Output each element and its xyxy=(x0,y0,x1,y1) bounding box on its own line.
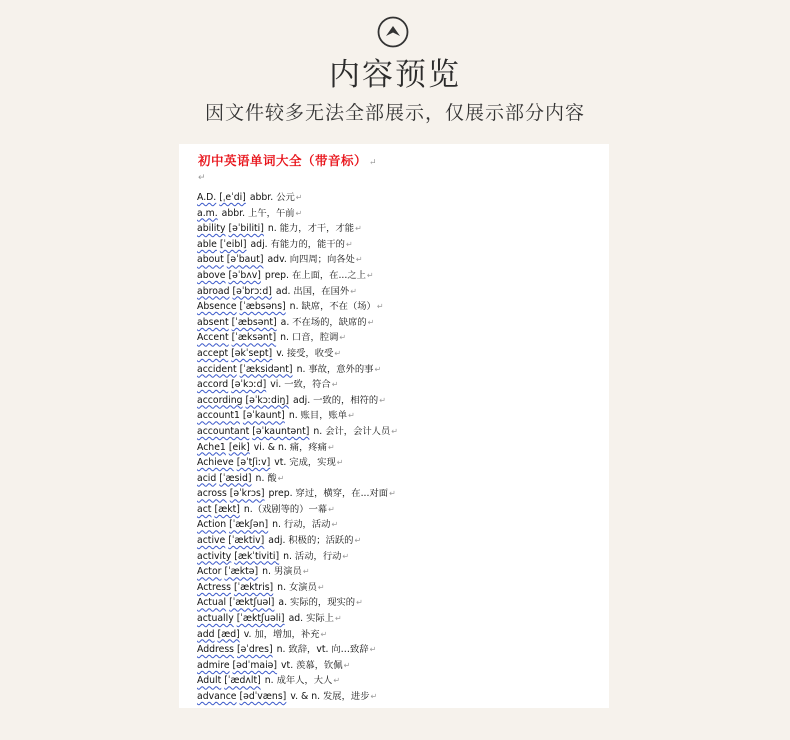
paragraph-mark: ↵ xyxy=(320,629,328,639)
word-entry xyxy=(197,580,602,596)
entry-word: Actual xyxy=(197,597,227,609)
word-entry xyxy=(197,658,602,674)
page-subtitle: 因文件较多无法全部展示，仅展示部分内容 xyxy=(204,102,585,124)
entry-word: Absence xyxy=(197,301,237,313)
entry-word: actually xyxy=(197,613,234,625)
entry-definition: n. 男演员 xyxy=(262,566,302,578)
entry-definition: ad. 出国，在国外 xyxy=(275,285,350,297)
entry-phonetic: [ˈæsid] xyxy=(219,472,252,484)
entry-definition: prep. 在上面，在...之上 xyxy=(264,269,366,281)
word-entry xyxy=(197,393,602,409)
entry-phonetic: [əˈkɔːdiŋ] xyxy=(245,394,290,406)
word-entry xyxy=(197,486,602,502)
entry-phonetic: [əˈkɔːd] xyxy=(231,379,267,391)
document-title: 初中英语单词大全（带音标） ↵ xyxy=(198,153,378,168)
entry-phonetic: [əˈbrɔːd] xyxy=(232,285,272,297)
entry-word: across xyxy=(197,488,227,500)
entry-word: ability xyxy=(197,223,226,235)
paragraph-mark: ↵ xyxy=(369,645,377,655)
entry-definition: ad. 实际上 xyxy=(288,613,334,625)
entry-definition: abbr. 上午，午前 xyxy=(221,207,295,219)
paragraph-mark: ↵ xyxy=(367,317,375,327)
entry-definition: adj. 有能力的，能干的 xyxy=(250,238,345,250)
entry-definition: vt. 完成，实现 xyxy=(274,457,336,469)
entry-definition: vi. 一致，符合 xyxy=(270,379,331,391)
word-entry xyxy=(197,252,602,268)
entry-definition: adj. 积极的；活跃的 xyxy=(268,535,354,547)
paragraph-mark: ↵ xyxy=(277,473,285,483)
entry-word: able xyxy=(197,238,217,250)
entry-definition: n. 活动，行动 xyxy=(283,550,342,562)
entry-phonetic: [ˈæbsəns] xyxy=(239,301,286,313)
word-entry xyxy=(197,206,602,222)
entry-phonetic: [ˈæksidənt] xyxy=(239,363,293,375)
paragraph-mark: ↵ xyxy=(376,302,384,312)
entry-phonetic: [ˈæktʃuəli] xyxy=(236,613,285,625)
paragraph-mark: ↵ xyxy=(331,520,339,530)
entry-definition: n. 能力，才干，才能 xyxy=(267,223,355,235)
word-entry xyxy=(197,502,602,518)
entry-phonetic: [əkˈsept] xyxy=(231,347,273,359)
word-entry xyxy=(197,673,602,689)
paragraph-mark: ↵ xyxy=(331,380,339,390)
entry-phonetic: [əˈbʌv] xyxy=(228,269,261,281)
paragraph-mark: ↵ xyxy=(302,567,310,577)
word-entry xyxy=(197,533,602,549)
entry-phonetic: [əˈkrɔs] xyxy=(229,488,265,500)
entry-definition: n. 成年人，大人 xyxy=(264,675,333,687)
entry-word: act xyxy=(197,503,212,515)
entry-definition: vi. & n. 痛，疼痛 xyxy=(253,441,327,453)
paragraph-mark: ↵ xyxy=(355,255,363,265)
entry-word: accountant xyxy=(197,425,250,437)
entry-word: activity xyxy=(197,550,232,562)
entry-definition: n. 口音，腔调 xyxy=(280,332,339,344)
entry-phonetic: [ˌeˈdi] xyxy=(219,192,246,203)
paragraph-mark: ↵ xyxy=(343,660,351,670)
word-entry xyxy=(197,424,602,440)
paragraph-mark: ↵ xyxy=(355,224,362,234)
entry-definition: v. & n. 发展，进步 xyxy=(290,691,370,702)
entry-phonetic: [ˈæktiv] xyxy=(228,535,265,547)
entry-word: Achieve xyxy=(197,457,234,469)
paragraph-mark: ↵ xyxy=(389,489,396,499)
entry-definition: a. 实际的，现实的 xyxy=(278,597,356,609)
word-entry xyxy=(197,642,602,658)
word-entry xyxy=(197,346,602,362)
word-entry xyxy=(197,330,602,346)
entry-phonetic: [ˈeibl] xyxy=(219,238,247,250)
entry-word: account1 xyxy=(197,410,240,422)
entry-word: advance xyxy=(197,691,237,702)
entry-word: a.m. xyxy=(197,207,218,219)
word-entry xyxy=(197,299,602,315)
word-entry xyxy=(197,190,602,206)
entry-word: Actress xyxy=(197,581,231,593)
entry-phonetic: [ˈæbsənt] xyxy=(231,316,277,328)
entry-word: acid xyxy=(197,472,217,484)
paragraph-mark: ↵ xyxy=(336,458,344,468)
paragraph-mark: ↵ xyxy=(345,239,353,249)
entry-word: A.D. xyxy=(197,192,217,203)
paragraph-mark: ↵ xyxy=(370,692,378,701)
entry-word: active xyxy=(197,535,226,547)
word-entry xyxy=(197,611,602,627)
entry-phonetic: [eik] xyxy=(228,441,250,453)
entry-phonetic: [æd] xyxy=(217,628,240,640)
word-entry xyxy=(197,377,602,393)
entry-word: admire xyxy=(197,659,230,671)
word-entry xyxy=(197,440,602,456)
paragraph-mark: ↵ xyxy=(366,270,374,280)
paragraph-mark: ↵ xyxy=(333,676,341,686)
word-entry xyxy=(197,471,602,487)
word-entry xyxy=(197,221,602,237)
entry-word: Action xyxy=(197,519,227,531)
paragraph-mark: ↵ xyxy=(317,582,325,592)
entry-definition: n. 账目，账单 xyxy=(288,410,348,422)
entry-definition: v. 加，增加，补充 xyxy=(243,628,320,640)
chevron-up-circle-icon[interactable] xyxy=(377,16,409,48)
entry-phonetic: [əˈdres] xyxy=(237,644,273,656)
entry-phonetic: [ˈæktʃuəl] xyxy=(229,597,275,609)
paragraph-mark: ↵ xyxy=(356,598,363,608)
entry-word: Accent xyxy=(197,332,229,344)
entry-word: accident xyxy=(197,363,237,375)
paragraph-mark: ↵ xyxy=(374,364,382,374)
entry-word: accord xyxy=(197,379,229,391)
paragraph-mark: ↵ xyxy=(339,333,347,343)
word-entry xyxy=(197,549,602,565)
entry-word: abroad xyxy=(197,285,230,297)
entry-definition: n. 会计，会计人员 xyxy=(313,425,391,437)
entry-word: about xyxy=(197,254,224,266)
word-list xyxy=(197,190,602,705)
entry-phonetic: [ækt] xyxy=(214,503,240,515)
entry-word: accept xyxy=(197,347,229,359)
word-entry xyxy=(197,627,602,643)
entry-definition: prep. 穿过，横穿，在...对面 xyxy=(268,488,389,500)
entry-word: Adult xyxy=(197,675,222,687)
entry-definition: n. 事故，意外的事 xyxy=(296,363,374,375)
entry-phonetic: [ədˈmaiə] xyxy=(232,659,278,671)
entry-phonetic: [əˈbiliti] xyxy=(228,223,264,235)
entry-phonetic: [ˈæktə] xyxy=(224,566,259,578)
entry-definition: adj. 一致的，相符的 xyxy=(293,394,379,406)
entry-definition: n. 缺席，不在（场） xyxy=(289,301,376,313)
word-entry xyxy=(197,564,602,580)
paragraph-mark: ↵ xyxy=(350,286,357,296)
paragraph-mark: ↵ xyxy=(379,395,386,405)
entry-phonetic: [əˈtʃiːv] xyxy=(236,457,271,469)
entry-phonetic: [ækˈtiviti] xyxy=(234,550,280,562)
word-entry xyxy=(197,284,602,300)
entry-definition: n. 酸 xyxy=(255,472,277,484)
paragraph-mark: ↵ xyxy=(295,193,303,202)
entry-definition: n. 女演员 xyxy=(277,581,317,593)
page-title: 内容预览 xyxy=(329,57,461,93)
word-entry xyxy=(197,408,602,424)
entry-phonetic: [ˈæksənt] xyxy=(231,332,277,344)
entry-definition: n. 行动，活动 xyxy=(272,519,331,531)
entry-word: add xyxy=(197,628,215,640)
paragraph-mark: ↵ xyxy=(348,411,355,421)
entry-phonetic: [ˈæktris] xyxy=(233,581,274,593)
entry-word: above xyxy=(197,269,226,281)
word-entry xyxy=(197,517,602,533)
paragraph-mark: ↵ xyxy=(354,536,362,546)
entry-definition: vt. 羡慕，钦佩 xyxy=(281,659,343,671)
entry-definition: n. 致辞，vt. 向…致辞 xyxy=(276,644,369,656)
entry-phonetic: [ˈædʌlt] xyxy=(224,675,261,687)
entry-definition: adv. 向四周；向各处 xyxy=(267,254,355,266)
entry-word: Actor xyxy=(197,566,222,578)
paragraph-mark: ↵ xyxy=(334,348,342,358)
word-entry xyxy=(197,237,602,253)
paragraph-mark: ↵ xyxy=(342,551,350,561)
paragraph-mark: ↵ xyxy=(328,504,335,514)
entry-word: Ache1 xyxy=(197,441,226,453)
word-entry xyxy=(197,455,602,471)
entry-definition: n.（戏剧等的）一幕 xyxy=(243,503,328,515)
paragraph-mark: ↵ xyxy=(391,426,398,436)
entry-definition: abbr. 公元 xyxy=(249,192,295,203)
word-entry xyxy=(197,268,602,284)
word-entry xyxy=(197,315,602,331)
document-preview xyxy=(179,144,609,708)
entry-phonetic: [ədˈvæns] xyxy=(239,691,287,702)
entry-phonetic: [əˈkauntənt] xyxy=(252,425,310,437)
entry-word: Address xyxy=(197,644,235,656)
word-entry xyxy=(197,689,602,705)
entry-definition: a. 不在场的，缺席的 xyxy=(280,316,367,328)
word-entry xyxy=(197,362,602,378)
paragraph-mark: ↵ xyxy=(334,614,342,624)
entry-word: absent xyxy=(197,316,229,328)
entry-word: according xyxy=(197,394,243,406)
paragraph-mark: ↵ xyxy=(295,208,303,218)
entry-definition: v. 接受，收受 xyxy=(276,347,334,359)
entry-phonetic: [əˈkaunt] xyxy=(242,410,285,422)
paragraph-mark: ↵ xyxy=(327,442,335,452)
word-entry xyxy=(197,595,602,611)
empty-paragraph-mark: ↵ xyxy=(198,173,206,183)
entry-phonetic: [əˈbaut] xyxy=(226,254,264,266)
entry-phonetic: [ˈækʃən] xyxy=(229,519,269,531)
